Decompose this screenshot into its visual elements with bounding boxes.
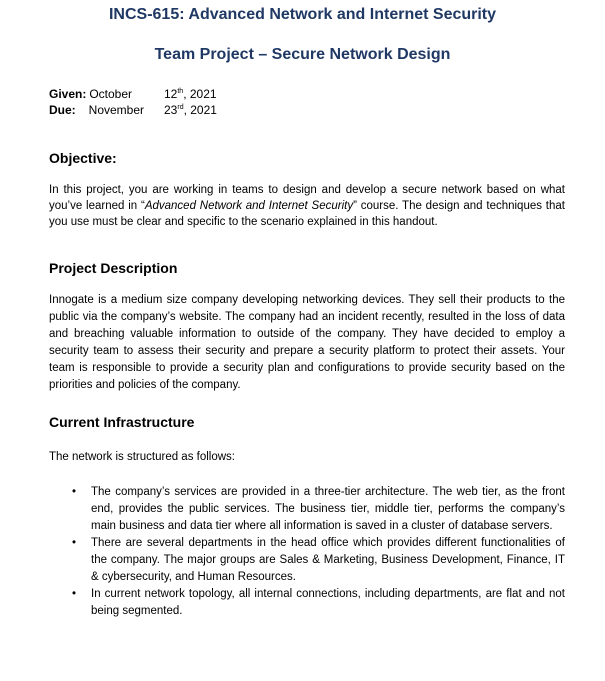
current-infrastructure-heading: Current Infrastructure [49, 414, 195, 430]
due-month: November [88, 103, 145, 117]
objective-paragraph [49, 182, 565, 230]
infrastructure-bullet-list [72, 484, 565, 620]
given-day-suffix: th [177, 88, 184, 95]
objective-text-end: ” course. The design and techniques that you use must be clear and specific to the scenario explained in this handout. [49, 200, 565, 228]
due-year: , 2021 [183, 103, 217, 117]
bullet-icon: • [72, 486, 77, 498]
due-day [164, 103, 217, 118]
list-item-text: The company’s services are provided in a three-tier architecture. The web tier, as the front end, provides the public services. The business tier, middle tier, performs the company’s main business and data tier where all information is saved in a cluster of database servers. [91, 486, 565, 532]
due-day-number: 23 [164, 103, 178, 117]
objective-text-start: In this project, you are working in teams to design and develop a secure network based on what you’ve learned in “ [49, 184, 565, 212]
due-date-row [49, 103, 217, 118]
infrastructure-intro: The network is structured as follows: [49, 451, 235, 463]
objective-heading: Objective: [49, 150, 117, 166]
list-item [72, 586, 565, 620]
course-title: INCS-615: Advanced Network and Internet Security [108, 6, 497, 23]
due-label: Due: [49, 103, 76, 117]
given-day-number: 12 [164, 87, 178, 101]
given-date-row [49, 87, 217, 102]
project-description-heading: Project Description [49, 260, 178, 276]
project-title: Team Project – Secure Network Design [154, 46, 451, 63]
list-item [72, 484, 565, 535]
list-item-text: In current network topology, all internal connections, including departments, are flat and not being segmented. [91, 588, 565, 617]
bullet-icon: • [72, 537, 77, 549]
list-item-text: There are several departments in the head office which provides different functionalities of the company. The major groups are Sales & Marketing, Business Development, Finance, IT & cybersecurity, and Human Resources. [91, 537, 565, 583]
given-year: , 2021 [183, 87, 217, 101]
given-day [164, 87, 217, 102]
bullet-icon: • [72, 588, 77, 600]
objective-course-name: Advanced Network and Internet Security [144, 200, 354, 212]
list-item [72, 535, 565, 586]
given-label: Given: [49, 87, 87, 101]
given-month: October [89, 87, 133, 101]
due-day-suffix: rd [177, 104, 184, 111]
project-description-paragraph: Innogate is a medium size company developing networking devices. They sell their products to the public via the company’s website. The company had an incident recently, resulted in the loss of data and breaching valuable information to outside of the company. They have decided to employ a security team to assess their security and prepare a security platform to protect their assets. Your team is responsible to provide a security plan and configurations to provide security based on the priorities and policies of the company. [49, 294, 565, 391]
